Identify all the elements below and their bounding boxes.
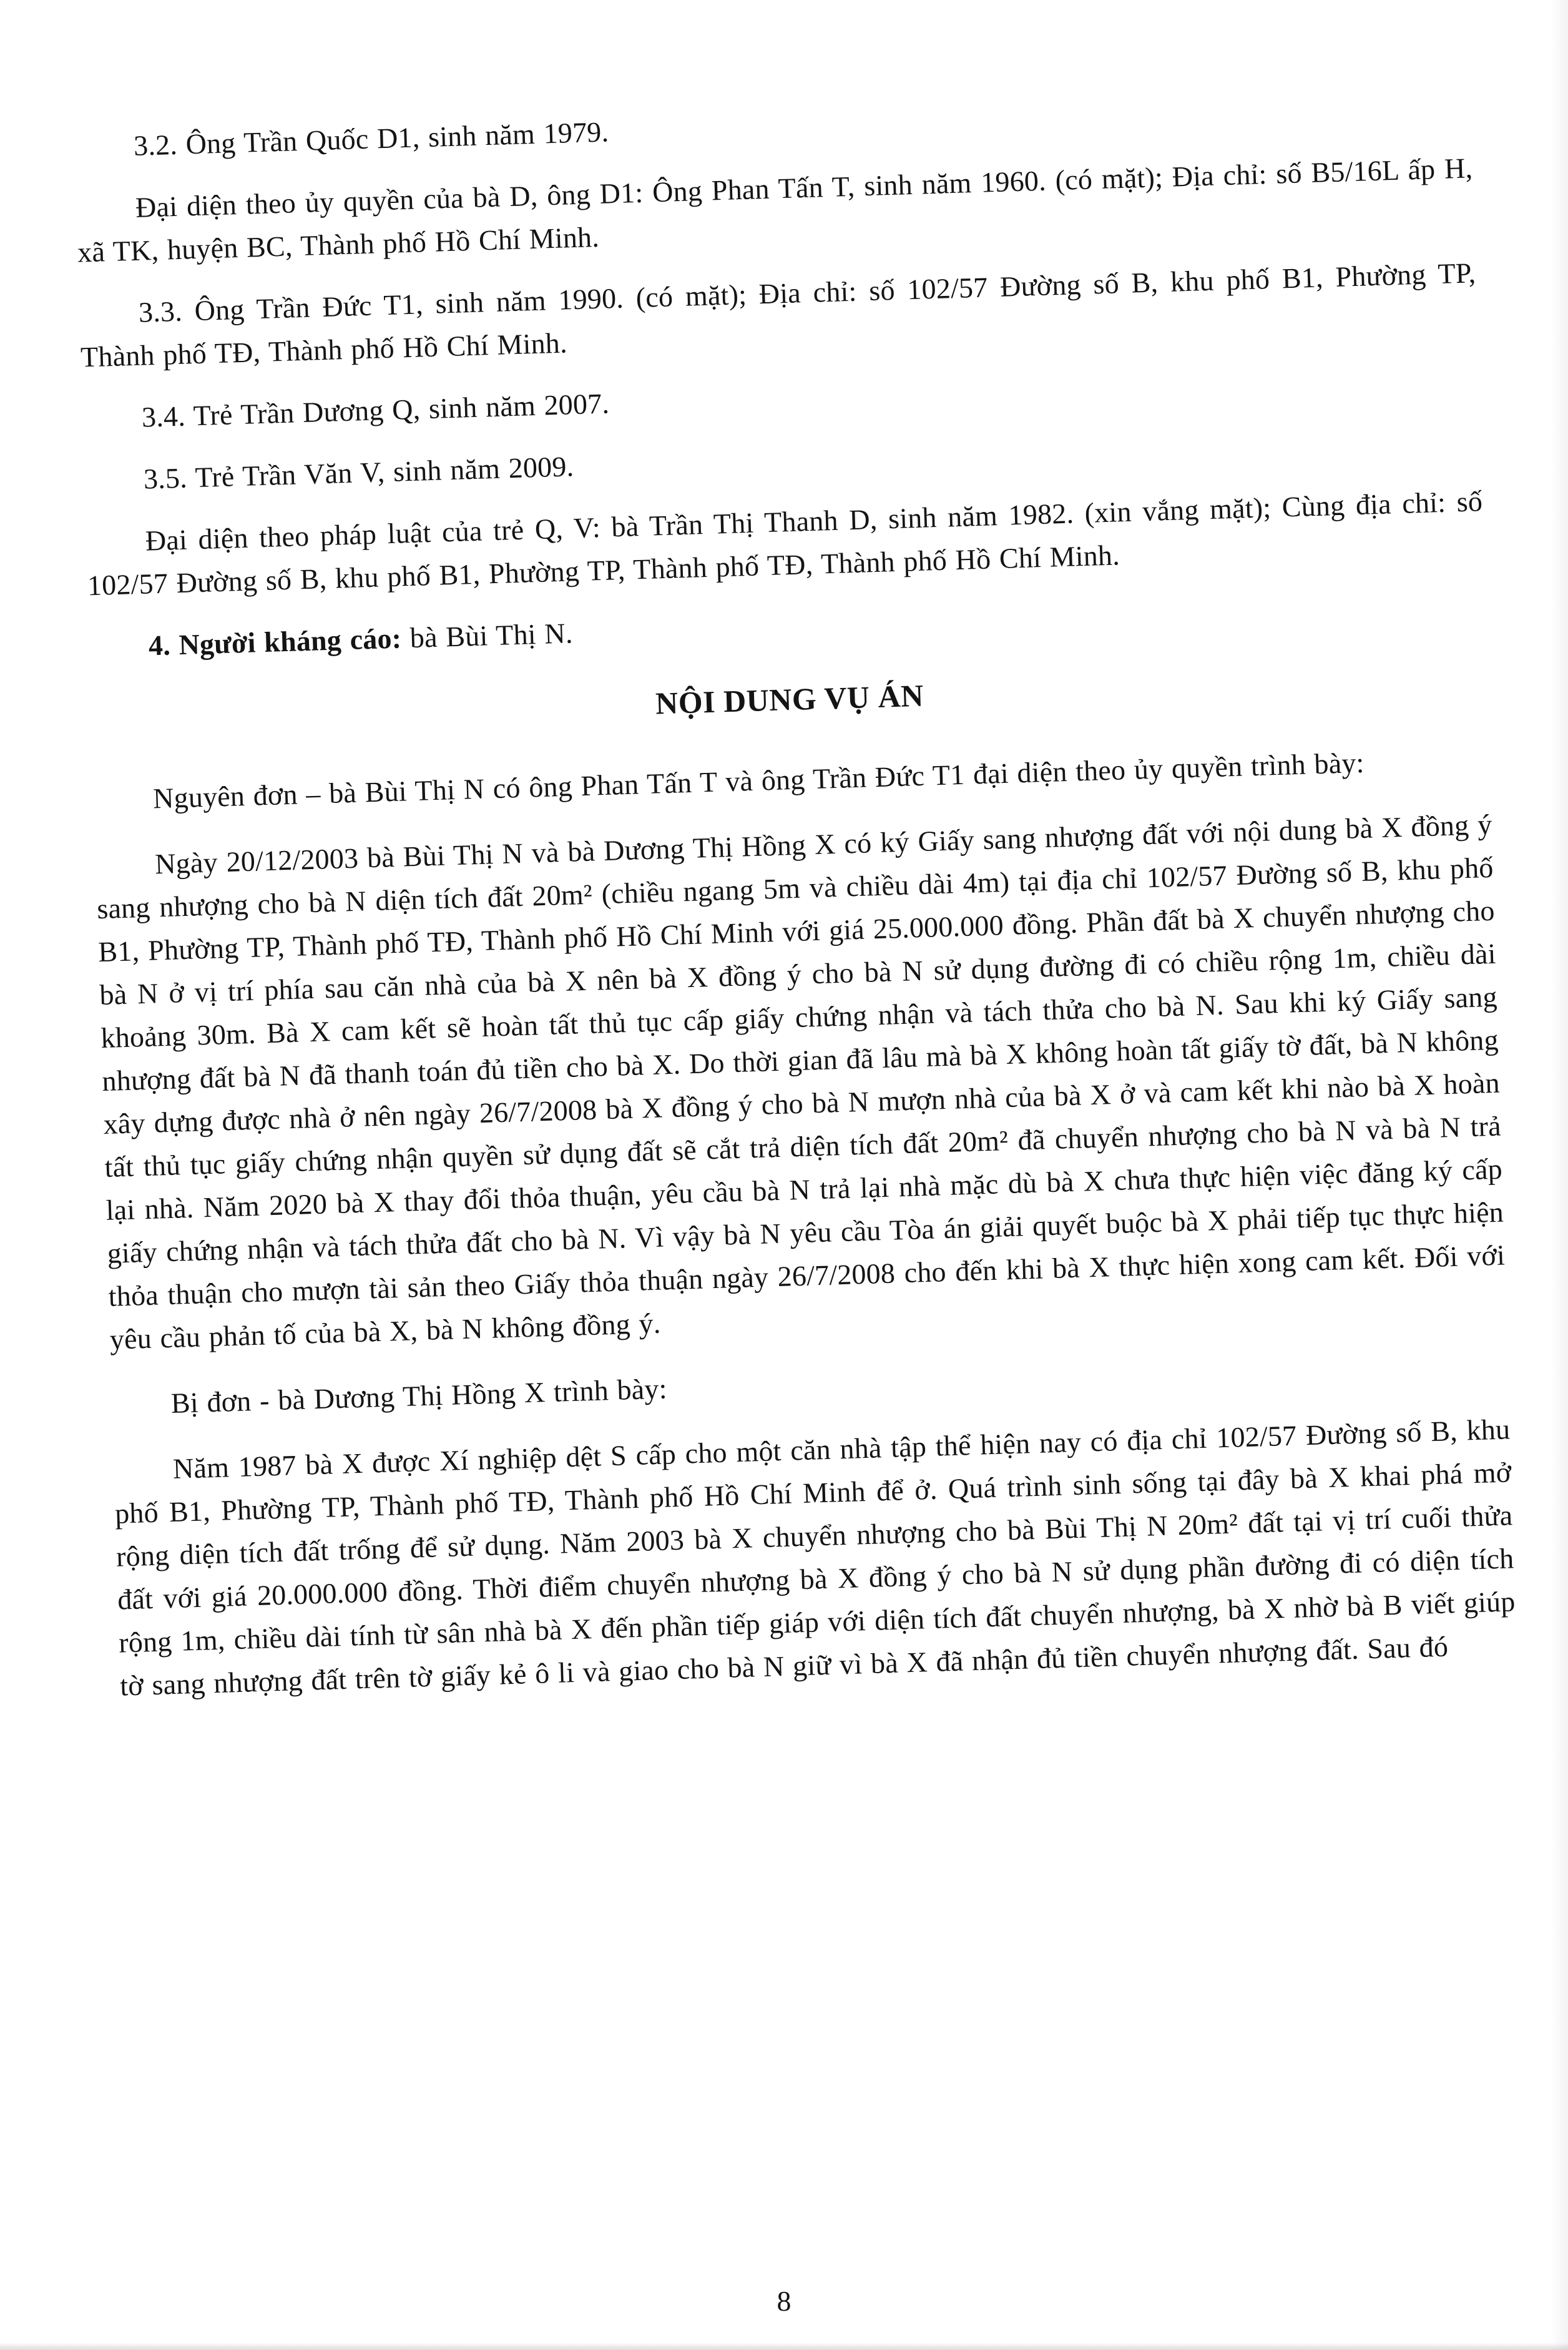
appellant-name: bà Bùi Thị N.: [401, 617, 574, 654]
appellant-label: 4. Người kháng cáo:: [148, 622, 402, 662]
party-legal-representative-q-v: Đại diện theo pháp luật của trẻ Q, V: bà Trần Thị Thanh D, sinh năm 1982. (xin vắng mặt); Cùng địa chỉ: số 102/57 Đường số B, khu phố B1, Phường TP, Thành phố TĐ, Thành phố Hồ Chí Minh.: [87, 485, 1483, 602]
party-representative-d-d1: Đại diện theo ủy quyền của bà D, ông D1: Ông Phan Tấn T, sinh năm 1960. (có mặt); Địa chỉ: số B5/16L ấp H, xã TK, huyện BC, Thành phố Hồ Chí Minh.: [77, 152, 1473, 268]
scan-edge-artifact-bottom: [0, 2343, 1568, 2350]
defendant-statement-paragraph: Năm 1987 bà X được Xí nghiệp dệt S cấp cho một căn nhà tập thể hiện nay có địa chỉ 102/57 Đường số B, khu phố B1, Phường TP, Thành phố TĐ, Thành phố Hồ Chí Minh để ở. Quá trình sinh sống tại đây bà X khai phá mở rộng diện tích đất trống để sử dụng. Năm 2003 bà X chuyển nhượng cho bà Bùi Thị N 20m² đất tại vị trí cuối thửa đất với giá 20.000.000 đồng. Thời điểm chuyển nhượng bà X đồng ý cho bà N sử dụng phần đường đi có diện tích rộng 1m, chiều dài tính từ sân nhà bà X đến phần tiếp giáp với diện tích đất chuyển nhượng, bà X nhờ bà B viết giúp tờ sang nhượng đất trên tờ giấy kẻ ô li và giao cho bà N giữ vì bà X đã nhận đủ tiền chuyển nhượng đất. Sau đó: [114, 1413, 1516, 1702]
party-item-3-4: 3.4. Trẻ Trần Dương Q, sinh năm 2007.: [141, 387, 610, 433]
document-body: [74, 84, 1517, 1729]
party-item-3-5: 3.5. Trẻ Trần Văn V, sinh năm 2009.: [143, 450, 574, 495]
scan-edge-artifact-right: [1551, 0, 1568, 2350]
defendant-intro-paragraph: Bị đơn - bà Dương Thị Hồng X trình bày:: [170, 1372, 668, 1419]
section-heading-case-content: NỘI DUNG VỤ ÁN: [655, 677, 924, 721]
party-item-3-2: 3.2. Ông Trần Quốc D1, sinh năm 1979.: [133, 116, 609, 162]
page-number: 8: [777, 2285, 791, 2317]
plaintiff-intro-paragraph: Nguyên đơn – bà Bùi Thị N có ông Phan Tấn T và ông Trần Đức T1 đại diện theo ủy quyền trình bày:: [152, 746, 1365, 815]
party-item-3-3: 3.3. Ông Trần Đức T1, sinh năm 1990. (có mặt); Địa chỉ: số 102/57 Đường số B, khu phố B1, Phường TP, Thành phố TĐ, Thành phố Hồ Chí Minh.: [80, 257, 1476, 373]
plaintiff-statement-paragraph: Ngày 20/12/2003 bà Bùi Thị N và bà Dương Thị Hồng X có ký Giấy sang nhượng đất với nội dung bà X đồng ý sang nhượng cho bà N diện tích đất 20m² (chiều ngang 5m và chiều dài 4m) tại địa chỉ 102/57 Đường số B, khu phố B1, Phường TP, Thành phố TĐ, Thành phố Hồ Chí Minh với giá 25.000.000 đồng. Phần đất bà X chuyển nhượng cho bà N ở vị trí phía sau căn nhà của bà X nên bà X đồng ý cho bà N sử dụng đường đi có chiều rộng 1m, chiều dài khoảng 30m. Bà X cam kết sẽ hoàn tất thủ tục cấp giấy chứng nhận và tách thửa cho bà N. Sau khi ký Giấy sang nhượng đất bà N đã thanh toán đủ tiền cho bà X. Do thời gian đã lâu mà bà X không hoàn tất giấy tờ đất, bà N không xây dựng được nhà ở nên ngày 26/7/2008 bà X đồng ý cho bà N mượn nhà của bà X ở và cam kết khi nào bà X hoàn tất thủ tục giấy chứng nhận quyền sử dụng đất sẽ cắt trả diện tích đất 20m² đã chuyển nhượng cho bà N và bà N trả lại nhà. Năm 2020 bà X thay đổi thỏa thuận, yêu cầu bà N trả lại nhà mặc dù bà X chưa thực hiện việc đăng ký cấp giấy chứng nhận và tách thửa đất cho bà N. Vì vậy bà N yêu cầu Tòa án giải quyết buộc bà X phải tiếp tục thực hiện thỏa thuận cho mượn tài sản theo Giấy thỏa thuận ngày 26/7/2008 cho đến khi bà X thực hiện xong cam kết. Đối với yêu cầu phản tố của bà X, bà N không đồng ý.: [96, 808, 1506, 1355]
